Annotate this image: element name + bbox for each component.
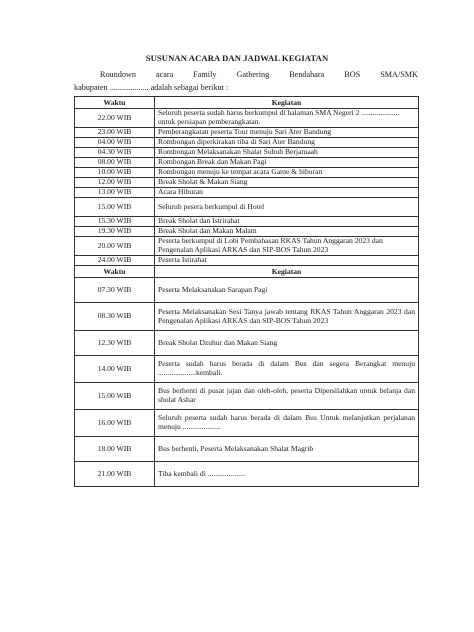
activity-cell: Peserta sudah harus berada di dalam Bus dan segera Berangkat menuju ....................kembali. xyxy=(155,356,419,383)
time-cell: 15.30 WIB xyxy=(75,217,155,227)
intro-word: acara xyxy=(155,70,174,79)
time-cell: 15.00 WIB xyxy=(75,198,155,217)
time-cell: 14.00 WIB xyxy=(75,356,155,383)
time-cell: 21.00 WIB xyxy=(75,462,155,487)
activity-cell: Break Sholat Dzuhur dan Makan Siang xyxy=(155,331,419,356)
activity-cell: Rombongan Melaksanakan Shalat Subuh Berjamaah xyxy=(155,148,419,158)
time-cell: 20.00 WIB xyxy=(75,237,155,256)
table-row xyxy=(75,168,419,178)
time-cell: 24.00 WIB xyxy=(75,256,155,266)
activity-cell: Pemberangkatan peserta Tour menuju Sari Ater Bandung xyxy=(155,128,419,138)
time-cell: 07.30 WIB xyxy=(75,278,155,303)
table-row xyxy=(75,188,419,198)
header-kegiatan: Kegiatan xyxy=(155,266,419,278)
activity-cell: Break Sholat & Makan Siang xyxy=(155,178,419,188)
table-row xyxy=(75,356,419,383)
activity-cell: Rombongan Break dan Makan Pagi xyxy=(155,158,419,168)
activity-cell: Seluruh peserta sudah harus berkumpul di halaman SMA Negeri 2 .................... untuk persiapan pemberangkatan. xyxy=(155,109,419,128)
activity-cell: Seluruh peserta sudah harus berada di dalam Bus Untuk melanjutkan perjalanan menuju .................... xyxy=(155,410,419,437)
table-row xyxy=(75,148,419,158)
time-cell: 04.30 WIB xyxy=(75,148,155,158)
activity-cell: Bus berhenti di pusat jajan dan oleh-oleh, peserta Dipersilahkan untuk belanja dan sholat Ashar xyxy=(155,383,419,410)
time-cell: 16.00 WIB xyxy=(75,410,155,437)
activity-cell: Tiba kembali di .................... xyxy=(155,462,419,487)
intro-word: Family xyxy=(193,70,217,79)
time-cell: 08.00 WIB xyxy=(75,158,155,168)
table-row xyxy=(75,237,419,256)
table-row xyxy=(75,303,419,331)
header-waktu: Waktu xyxy=(75,266,155,278)
table-row xyxy=(75,437,419,462)
time-cell: 12.00 WIB xyxy=(75,178,155,188)
table-row xyxy=(75,198,419,217)
intro-word: Gathering xyxy=(236,70,270,79)
table-row xyxy=(75,138,419,148)
time-cell: 10.00 WIB xyxy=(75,168,155,178)
intro-line-2: kabupaten ................... adalah sebagai berikut : xyxy=(74,83,229,92)
table-row xyxy=(75,410,419,437)
activity-cell: Rombongan diperkirakan tiba di Sari Ater Bandung xyxy=(155,138,419,148)
table-row xyxy=(75,256,419,266)
table-row xyxy=(75,383,419,410)
intro-word: SMA/SMK xyxy=(380,70,418,79)
activity-cell: Break Sholat dan Istrirahat xyxy=(155,217,419,227)
table-row xyxy=(75,178,419,188)
activity-cell: Peserta Istirahat xyxy=(155,256,419,266)
table-row xyxy=(75,128,419,138)
activity-cell: Rombongan menuju ke tempat acara Game & hiburan xyxy=(155,168,419,178)
intro-word: Bendahara xyxy=(289,70,325,79)
table-row xyxy=(75,227,419,237)
intro-word: BOS xyxy=(344,70,361,79)
activity-cell: Peserta Melaksanakan Sesi Tanya jawab tentang RKAS Tahun Anggaran 2023 dan Pengenalan Aplikasi ARKAS dan SIP-BOS Tahun 2023 xyxy=(155,303,419,331)
time-cell: 18.00 WIB xyxy=(75,437,155,462)
activity-cell: Bus berhenti, Peserta Melaksanakan Shalat Magrib xyxy=(155,437,419,462)
intro-word: Roundown xyxy=(100,70,136,79)
table-row xyxy=(75,462,419,487)
table-row xyxy=(75,331,419,356)
header-kegiatan: Kegiatan xyxy=(155,97,419,109)
activity-cell: Seluruh pesera berkumpul di Hotel xyxy=(155,198,419,217)
time-cell: 12.30 WIB xyxy=(75,331,155,356)
table-row xyxy=(75,278,419,303)
table-row xyxy=(75,158,419,168)
schedule-table xyxy=(74,96,419,487)
table-header-row xyxy=(75,266,419,278)
activity-cell: Peserta Melaksanakan Sarapan Pagi xyxy=(155,278,419,303)
table-header-row xyxy=(75,97,419,109)
time-cell: 08.30 WIB xyxy=(75,303,155,331)
intro-line-1 xyxy=(74,70,418,79)
activity-cell: Peserta berkumpul di Lobi Pembahasan RKAS Tahun Anggaran 2023 dan Pengenalan Aplikasi ARKAS dan SIP-BOS Tahun 2023 xyxy=(155,237,419,256)
header-waktu: Waktu xyxy=(75,97,155,109)
table-row xyxy=(75,217,419,227)
time-cell: 19.30 WIB xyxy=(75,227,155,237)
time-cell: 23.00 WIB xyxy=(75,128,155,138)
activity-cell: Break Sholat dan Makan Malam xyxy=(155,227,419,237)
time-cell: 04.00 WIB xyxy=(75,138,155,148)
time-cell: 13.00 WIB xyxy=(75,188,155,198)
document-title: SUSUNAN ACARA DAN JADWAL KEGIATAN xyxy=(145,53,329,63)
table-row xyxy=(75,109,419,128)
activity-cell: Acara Hiburan xyxy=(155,188,419,198)
time-cell: 15.00 WIB xyxy=(75,383,155,410)
time-cell: 22.00 WIB xyxy=(75,109,155,128)
